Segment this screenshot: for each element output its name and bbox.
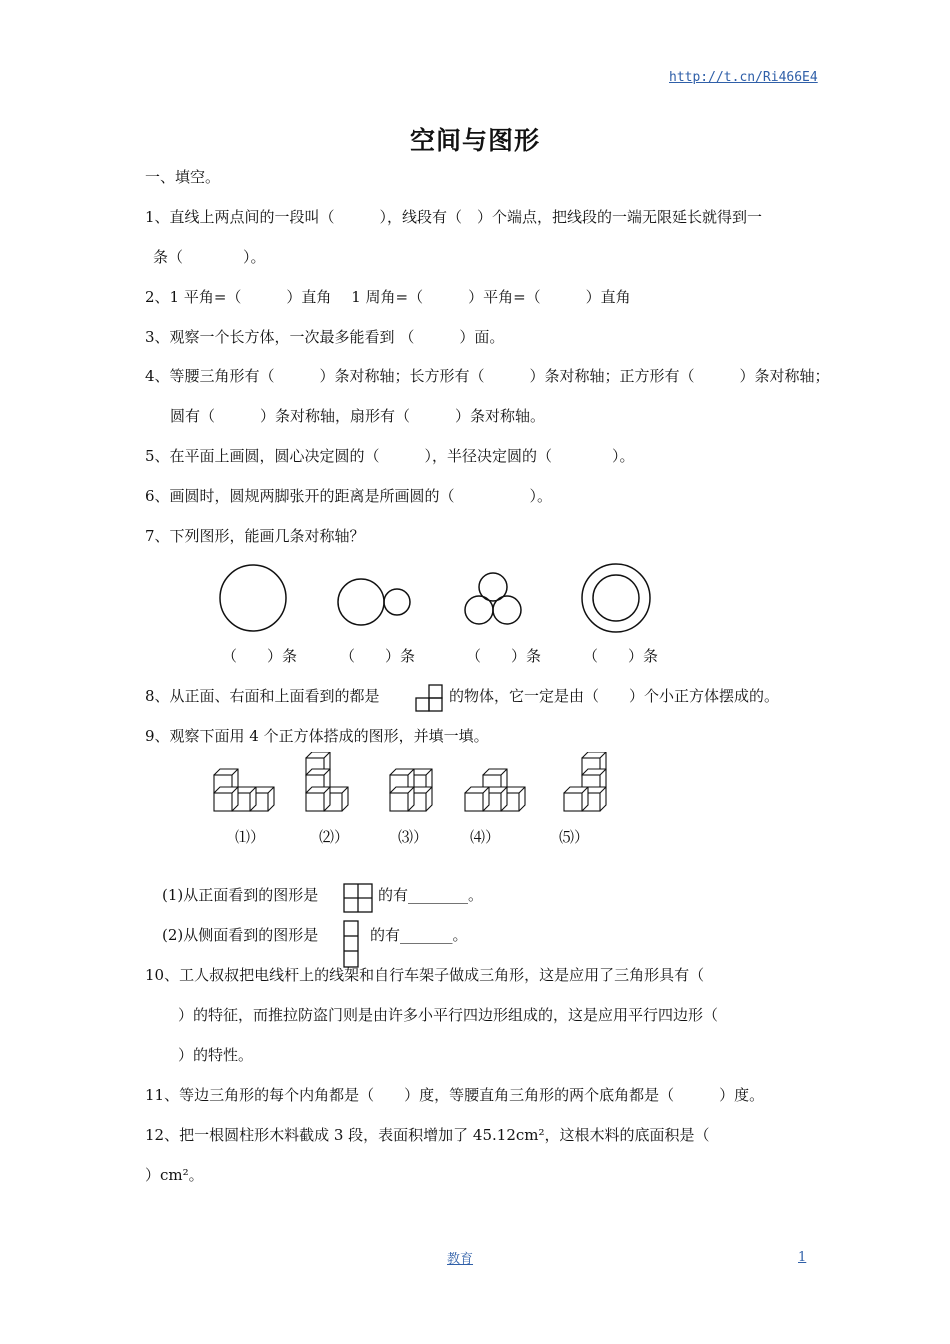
q9-label-4: ⑷） bbox=[470, 828, 501, 846]
q7-label-3: （ ）条 bbox=[466, 647, 542, 665]
question-12-line-1: 12、把一根圆柱形木料截成 3 段，表面积增加了 45.12cm²，这根木料的底面积是（ bbox=[145, 1126, 710, 1144]
question-7: 7、下列图形，能画几条对称轴？ bbox=[145, 527, 365, 545]
q7-label-1: （ ）条 bbox=[222, 647, 298, 665]
header-url-link[interactable]: http://t.cn/Ri466E4 bbox=[669, 70, 818, 85]
question-10-line-1: 10、工人叔叔把电线杆上的线架和自行车架子做成三角形，这是应用了三角形具有（ bbox=[145, 966, 705, 984]
footer-page-number: 1 bbox=[798, 1250, 807, 1265]
question-10-line-2: ）的特征，而推拉防盗门则是由许多小平行四边形组成的，这是应用平行四边形（ bbox=[178, 1006, 719, 1024]
q9-label-5: ⑸） bbox=[559, 828, 590, 846]
question-4-line-2: 圆有（ ）条对称轴，扇形有（ ）条对称轴。 bbox=[170, 407, 546, 425]
q9-sub-2-part-2: 的有_______。 bbox=[370, 926, 468, 944]
figure-two-circles-small bbox=[384, 589, 410, 615]
q9-square-2x2-icon bbox=[343, 883, 373, 913]
question-3: 3、观察一个长方体，一次最多能看到 （ ）面。 bbox=[145, 328, 505, 346]
question-9: 9、观察下面用 4 个正方体搭成的图形，并填一填。 bbox=[145, 727, 489, 745]
figure-single-circle bbox=[220, 565, 286, 631]
q9-sub-1-part-2: 的有________。 bbox=[378, 886, 484, 904]
cube-figure-4 bbox=[465, 769, 525, 811]
cube-figure-2 bbox=[306, 752, 348, 811]
question-8-part-2: 的物体，它一定是由（ ）个小正方体摆成的。 bbox=[449, 687, 780, 705]
question-1-line-1: 1、直线上两点间的一段叫（ ），线段有（ ）个端点，把线段的一端无限延长就得到一 bbox=[145, 208, 763, 226]
q7-circle-figures bbox=[200, 555, 680, 645]
question-11: 11、等边三角形的每个内角都是（ ）度，等腰直角三角形的两个底角都是（ ）度。 bbox=[145, 1086, 765, 1104]
question-8-part-1: 8、从正面、右面和上面看到的都是 bbox=[145, 687, 380, 705]
q9-label-3: ⑶） bbox=[398, 828, 429, 846]
cube-figure-5 bbox=[564, 752, 606, 811]
question-6: 6、画圆时，圆规两脚张开的距离是所画圆的（ ）。 bbox=[145, 487, 553, 505]
question-4-line-1: 4、等腰三角形有（ ）条对称轴；长方形有（ ）条对称轴；正方形有（ ）条对称轴； bbox=[145, 367, 830, 385]
figure-ring-inner bbox=[593, 575, 639, 621]
q9-label-2: ⑵） bbox=[319, 828, 350, 846]
question-12-line-2: ）cm²。 bbox=[145, 1166, 204, 1184]
cube-figure-3 bbox=[390, 769, 432, 811]
figure-three-circles-left bbox=[465, 596, 493, 624]
q9-column-icon bbox=[343, 920, 359, 968]
q8-view-shape-icon bbox=[414, 683, 446, 715]
figure-ring-outer bbox=[582, 564, 650, 632]
cube-figure-1 bbox=[214, 769, 274, 811]
q7-label-4: （ ）条 bbox=[583, 647, 659, 665]
q7-label-2: （ ）条 bbox=[340, 647, 416, 665]
q9-sub-1-part-1: (1)从正面看到的图形是 bbox=[162, 886, 319, 904]
question-10-line-3: ）的特性。 bbox=[178, 1046, 254, 1064]
q9-label-1: ⑴） bbox=[235, 828, 266, 846]
question-1-line-2: 条（ ）。 bbox=[153, 248, 266, 266]
question-5: 5、在平面上画圆，圆心决定圆的（ ），半径决定圆的（ ）。 bbox=[145, 447, 635, 465]
footer-label[interactable]: 教育 bbox=[447, 1252, 474, 1267]
section-heading: 一、填空。 bbox=[145, 168, 221, 186]
q9-cube-figures bbox=[205, 752, 625, 817]
figure-two-circles-large bbox=[338, 579, 384, 625]
q9-sub-2-part-1: (2)从侧面看到的图形是 bbox=[162, 926, 319, 944]
figure-three-circles-right bbox=[493, 596, 521, 624]
question-2: 2、1 平角=（ ）直角 1 周角=（ ）平角=（ ）直角 bbox=[145, 288, 631, 306]
page-title: 空间与图形 bbox=[409, 126, 540, 155]
